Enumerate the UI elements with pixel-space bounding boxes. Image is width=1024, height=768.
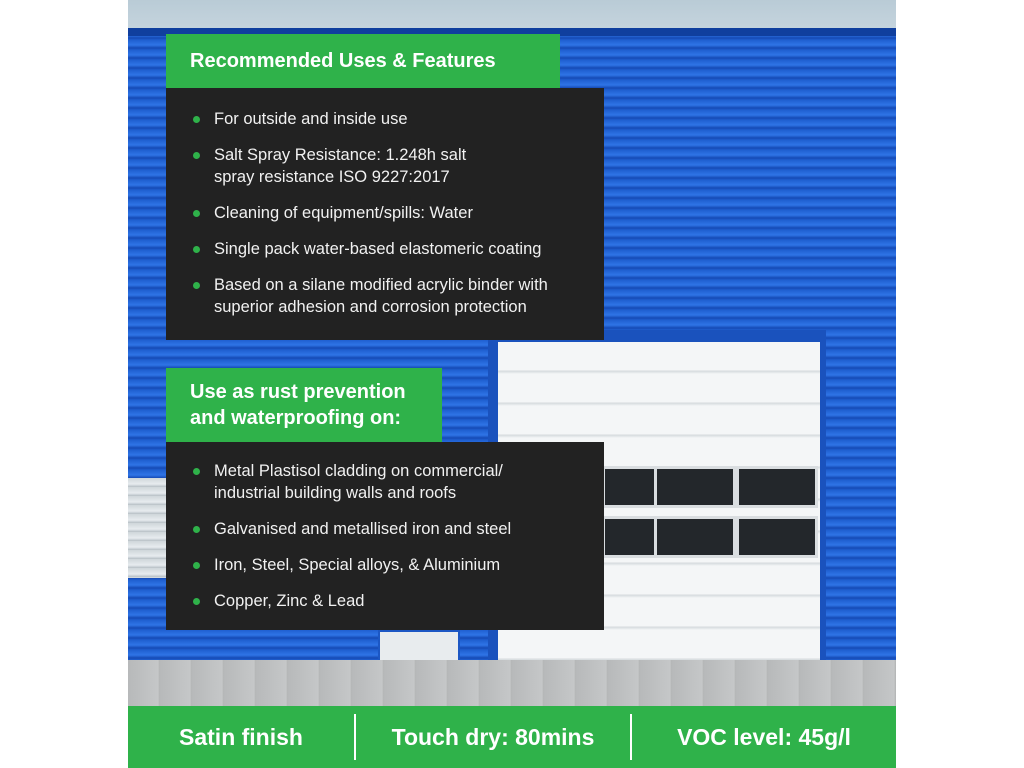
bullet-icon bbox=[193, 562, 200, 569]
list-item-text: Iron, Steel, Special alloys, & Aluminium bbox=[214, 556, 501, 574]
uses-list-panel bbox=[166, 88, 604, 340]
list-item-text: Salt Spray Resistance: 1.248h salt bbox=[214, 146, 467, 164]
prevention-list-panel bbox=[166, 442, 604, 630]
spec-footer-bar bbox=[128, 706, 896, 768]
bullet-icon bbox=[193, 246, 200, 253]
bullet-icon bbox=[193, 152, 200, 159]
list-item-text: Based on a silane modified acrylic binder with bbox=[214, 276, 548, 294]
bullet-icon bbox=[193, 282, 200, 289]
list-item-text: superior adhesion and corrosion protection bbox=[214, 298, 527, 316]
door-window bbox=[736, 466, 818, 508]
personnel-door bbox=[378, 630, 460, 664]
door-window bbox=[654, 516, 736, 558]
list-item-text: Galvanised and metallised iron and steel bbox=[214, 520, 512, 538]
door-window bbox=[736, 516, 818, 558]
uses-heading bbox=[166, 34, 560, 88]
list-item-text: spray resistance ISO 9227:2017 bbox=[214, 168, 450, 186]
finish-spec-text: Satin finish bbox=[179, 723, 303, 750]
uses-heading-text: Recommended Uses & Features bbox=[190, 50, 496, 72]
bullet-icon bbox=[193, 210, 200, 217]
touch-dry-spec bbox=[356, 706, 630, 768]
list-item bbox=[190, 518, 580, 540]
finish-spec bbox=[128, 706, 354, 768]
list-item bbox=[190, 144, 580, 188]
uses-list bbox=[190, 108, 580, 318]
paved-ground bbox=[128, 660, 896, 710]
bullet-icon bbox=[193, 598, 200, 605]
list-item-text: For outside and inside use bbox=[214, 110, 408, 128]
touch-dry-spec-text: Touch dry: 80mins bbox=[391, 723, 595, 750]
prevention-heading bbox=[166, 368, 442, 442]
voc-spec-text: VOC level: 45g/l bbox=[677, 723, 851, 750]
bullet-icon bbox=[193, 526, 200, 533]
list-item bbox=[190, 460, 580, 504]
bullet-icon bbox=[193, 468, 200, 475]
list-item bbox=[190, 202, 580, 224]
list-item bbox=[190, 590, 580, 612]
list-item-text: Copper, Zinc & Lead bbox=[214, 592, 365, 610]
list-item bbox=[190, 108, 580, 130]
bullet-icon bbox=[193, 116, 200, 123]
list-item-text: Single pack water-based elastomeric coating bbox=[214, 240, 542, 258]
list-item-text: industrial building walls and roofs bbox=[214, 484, 457, 502]
list-item-text: Cleaning of equipment/spills: Water bbox=[214, 204, 473, 222]
prevention-list bbox=[190, 460, 580, 612]
list-item-text: Metal Plastisol cladding on commercial/ bbox=[214, 462, 503, 480]
prevention-heading-line: and waterproofing on: bbox=[190, 407, 402, 429]
list-item bbox=[190, 554, 580, 576]
voc-spec bbox=[632, 706, 896, 768]
prevention-heading-line: Use as rust prevention bbox=[190, 381, 406, 403]
door-window bbox=[654, 466, 736, 508]
list-item bbox=[190, 238, 580, 260]
list-item bbox=[190, 274, 580, 318]
